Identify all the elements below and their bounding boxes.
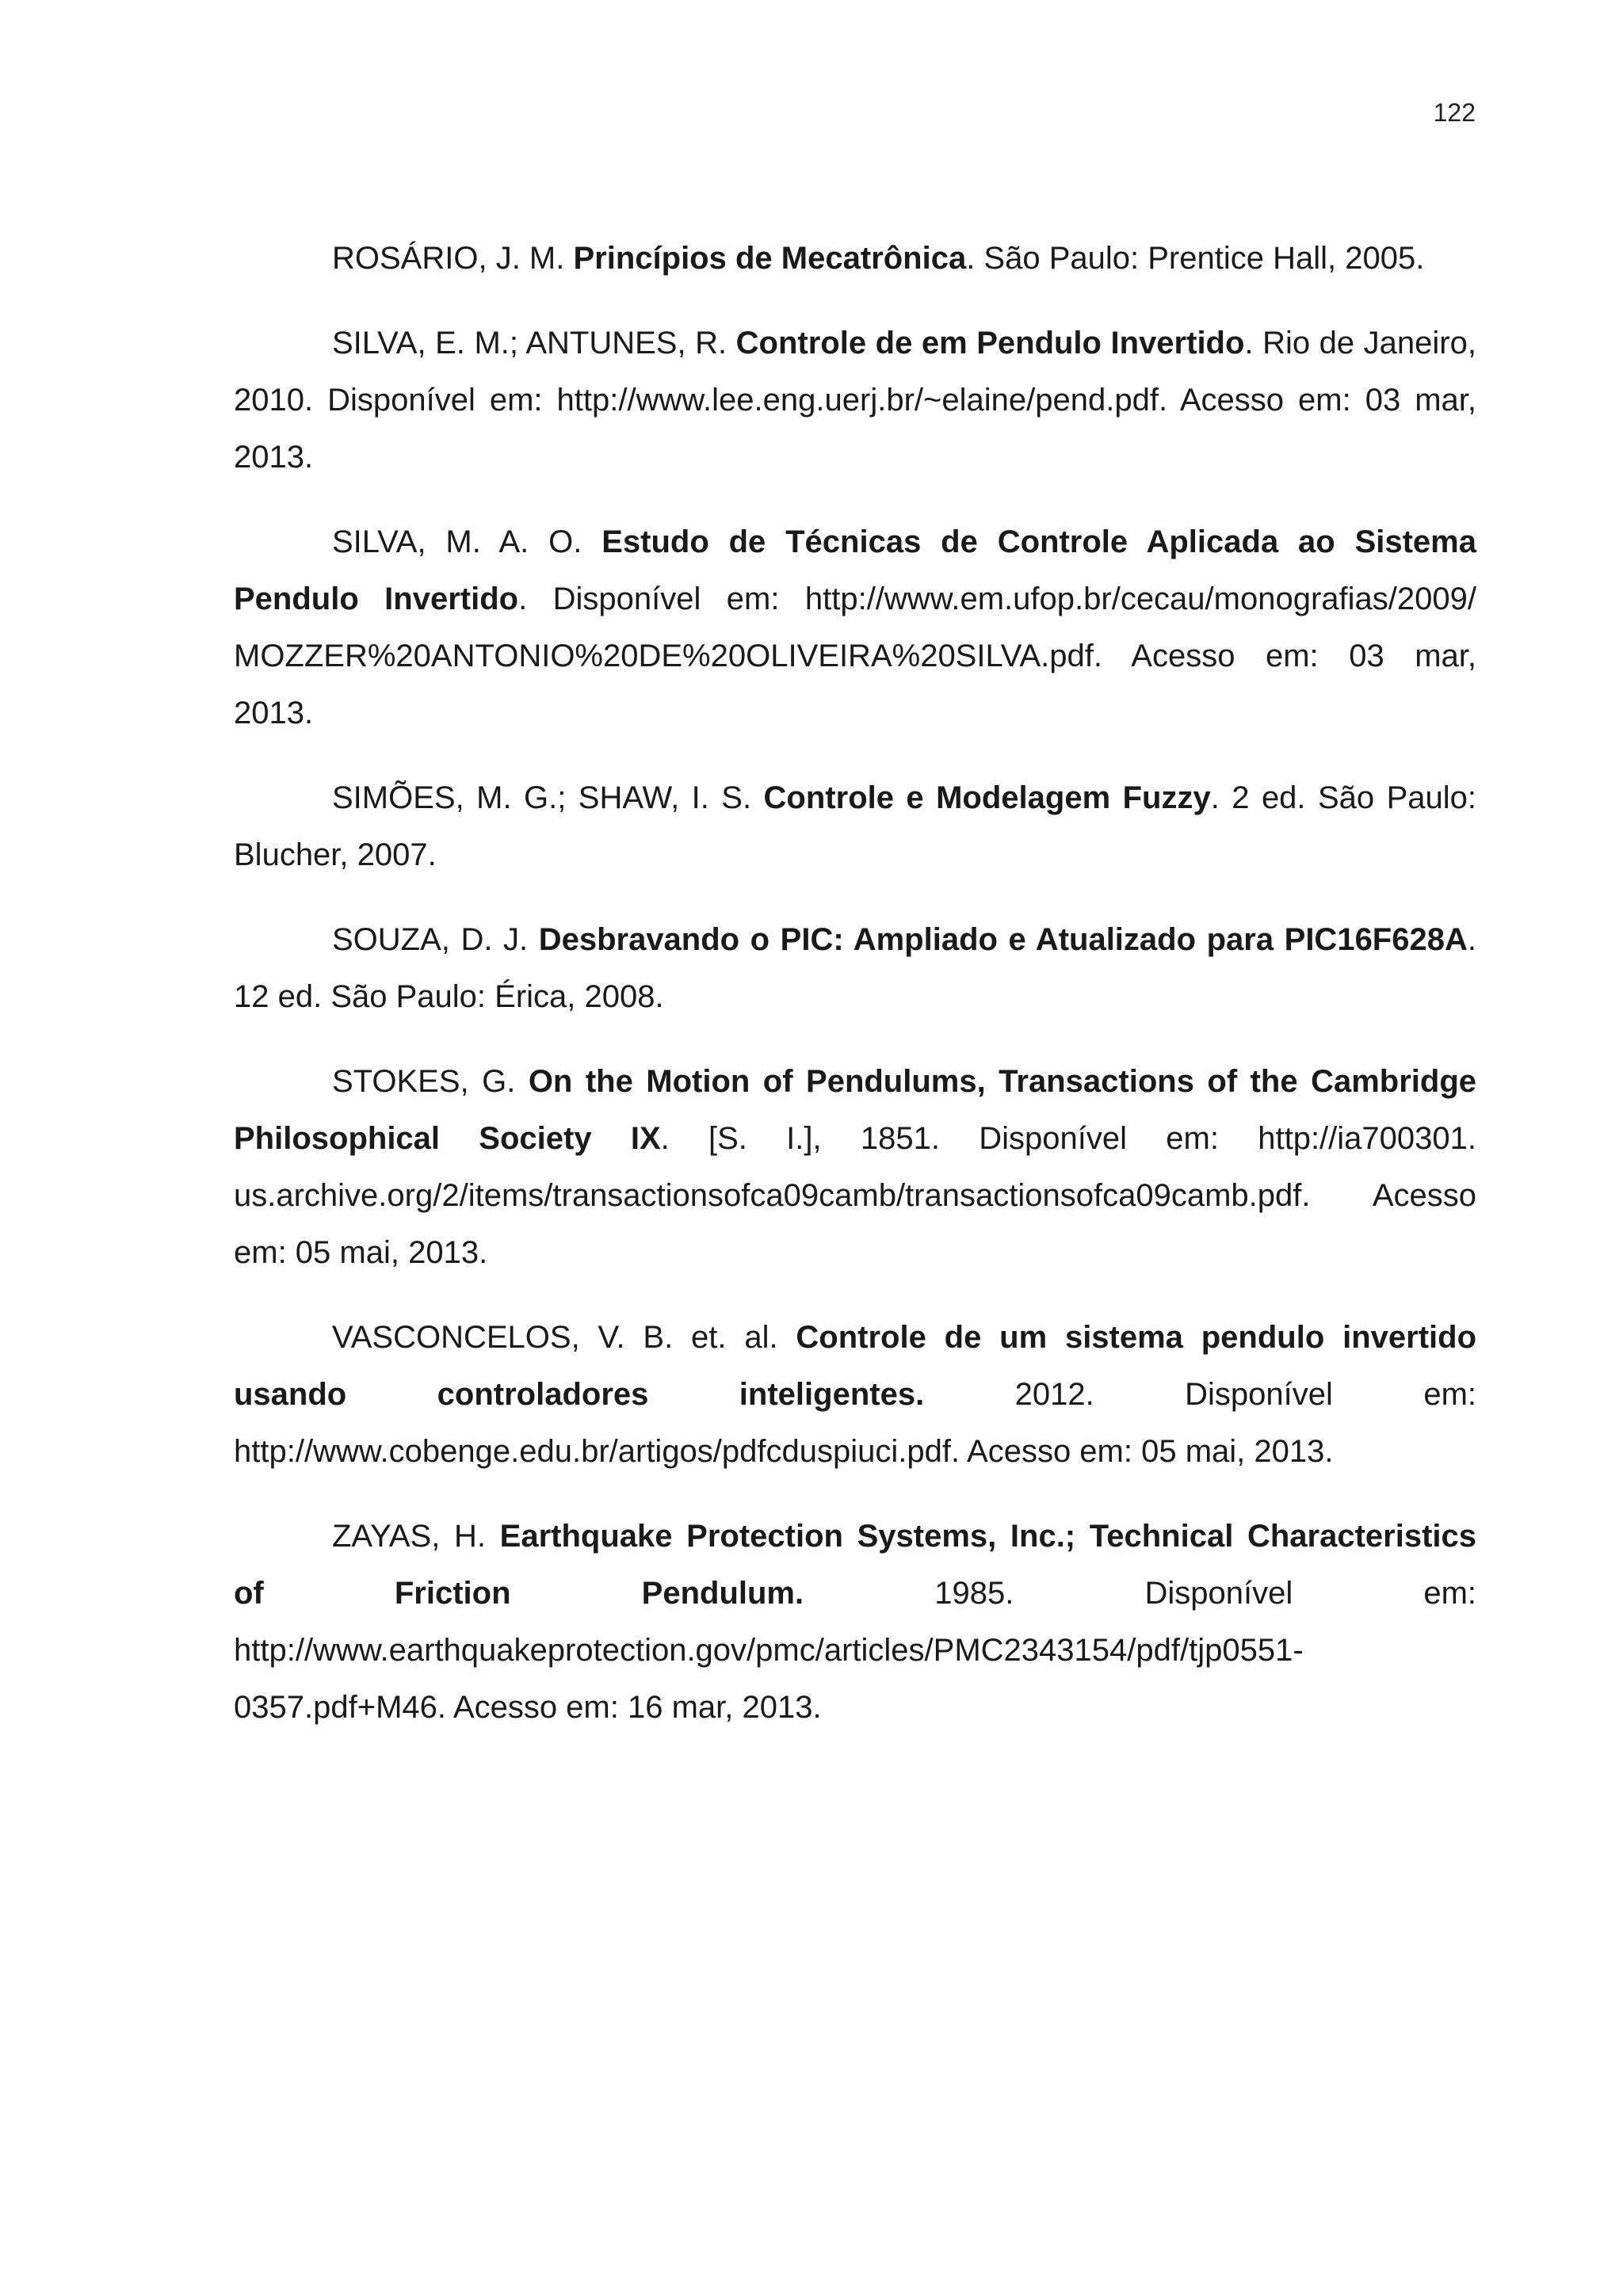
- reference-details: . [S. I.], 1851. Disponível em: http://ia700301. us.archive.org/2/items/transactionsofca09camb/transactionsofca09camb.pdf. Acesso em: 05 mai, 2013.: [234, 1121, 1476, 1270]
- reference-entry: [234, 769, 1476, 883]
- reference-details: . 12 ed. São Paulo: Érica, 2008.: [234, 922, 1476, 1014]
- reference-title: Earthquake Protection Systems, Inc.; Technical Characteristics of Friction Pendulum.: [234, 1519, 1477, 1611]
- reference-entry: [234, 230, 1476, 287]
- reference-title: Controle de um sistema pendulo invertido usando controladores inteligentes.: [234, 1320, 1476, 1412]
- reference-details: . São Paulo: Prentice Hall, 2005.: [966, 241, 1425, 276]
- reference-details: . Rio de Janeiro, 2010. Disponível em: http://www.lee.eng.uerj.br/~elaine/pend.pdf. Acesso em: 03 mar, 2013.: [234, 326, 1476, 475]
- reference-authors: SILVA, E. M.; ANTUNES, R.: [332, 326, 736, 360]
- reference-title: Princípios de Mecatrônica: [573, 241, 967, 276]
- reference-authors: SOUZA, D. J.: [332, 922, 539, 957]
- reference-details: . Disponível em: http://www.em.ufop.br/cecau/monografias/2009/ MOZZER%20ANTONIO%20DE%20OLIVEIRA%20SILVA.pdf. Acesso em: 03 mar, 2013.: [234, 582, 1476, 730]
- reference-entry: [234, 315, 1476, 486]
- reference-entry: [234, 1053, 1476, 1281]
- reference-entry: [234, 1508, 1476, 1736]
- reference-authors: VASCONCELOS, V. B. et. al.: [332, 1320, 796, 1355]
- reference-details: 2012. Disponível em: http://www.cobenge.edu.br/artigos/pdfcduspiuci.pdf. Acesso em: 05 mai, 2013.: [234, 1377, 1476, 1469]
- reference-list: [234, 230, 1476, 1764]
- reference-title: Estudo de Técnicas de Controle Aplicada ao Sistema Pendulo Invertido: [234, 524, 1476, 616]
- reference-authors: ZAYAS, H.: [332, 1519, 500, 1554]
- reference-title: Controle de em Pendulo Invertido: [735, 326, 1245, 360]
- page-number: 122: [1433, 98, 1476, 127]
- reference-title: Desbravando o PIC: Ampliado e Atualizado para PIC16F628A: [538, 922, 1468, 957]
- reference-authors: STOKES, G.: [332, 1064, 529, 1099]
- reference-details: 1985. Disponível em: http://www.earthquakeprotection.gov/pmc/articles/PMC2343154/pdf/tjp0551-0357.pdf+M46. Acesso em: 16 mar, 2013.: [234, 1576, 1477, 1725]
- reference-entry: [234, 911, 1476, 1025]
- reference-entry: [234, 513, 1476, 742]
- reference-authors: SIMÕES, M. G.; SHAW, I. S.: [332, 780, 764, 815]
- reference-authors: ROSÁRIO, J. M.: [332, 241, 574, 276]
- reference-title: On the Motion of Pendulums, Transactions of the Cambridge Philosophical Society IX: [234, 1064, 1476, 1156]
- reference-authors: SILVA, M. A. O.: [332, 524, 602, 559]
- reference-details: . 2 ed. São Paulo: Blucher, 2007.: [234, 780, 1477, 872]
- reference-entry: [234, 1309, 1476, 1480]
- reference-title: Controle e Modelagem Fuzzy: [763, 780, 1211, 815]
